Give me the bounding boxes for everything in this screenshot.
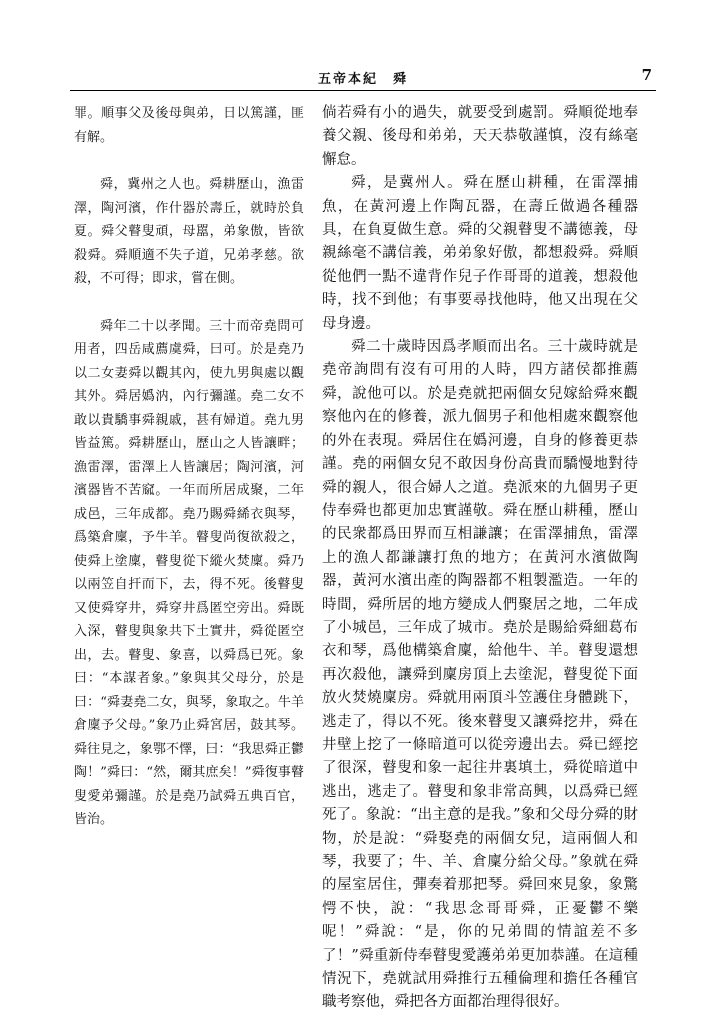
original-text-column bbox=[74, 102, 304, 960]
translation-column bbox=[322, 102, 638, 1011]
original-paragraph: 罪。順事父及後母與弟，日以篤謹，匪有解。 bbox=[74, 106, 304, 145]
original-paragraph: 舜，冀州之人也。舜耕歷山，漁雷澤，陶河濱，作什器於壽丘，就時於負夏。舜父瞽叟頑，母嚚，弟象傲，皆欲殺舜。舜順適不失子道，兄弟孝慈。欲殺，不可得；即求，嘗在側。 bbox=[74, 177, 304, 286]
translation-paragraph: 舜二十歲時因爲孝順而出名。三十歲時就是堯帝詢問有沒有可用的人時，四方諸侯都推薦舜，說他可以。於是堯就把兩個女兒嫁給舜來觀察他內在的修養，派九個男子和他相處來觀察他的外在表現。舜居住在嬀河邊，自身的修養更恭謹。堯的兩個女兒不敢因身份高貴而驕慢地對待舜的親人，很合婦人之道。堯派來的九個男子更侍奉舜也都更加忠實謹敬。舜在歷山耕種，歷山的民衆都爲田界而互相謙讓；在雷澤捕魚，雷澤上的漁人都謙讓打魚的地方；在黃河水濱做陶器，黃河水濱出產的陶器都不粗製濫造。一年的時間，舜所居的地方變成人們聚居之地，二年成了小城邑，三年成了城市。堯於是賜給舜細葛布衣和琴，爲他構築倉廩，給他牛、羊。瞽叟還想再次殺他，讓舜到廩房頂上去塗泥，瞽叟從下面放火焚燒廩房。舜就用兩頂斗笠護住身體跳下，逃走了，得以不死。後來瞽叟又讓舜挖井，舜在井壁上挖了一條暗道可以從旁邊出去。舜已經挖了很深，瞽叟和象一起往井裏填土，舜從暗道中逃出，逃走了。瞽叟和象非常高興，以爲舜已經死了。象說：“出主意的是我。”象和父母分舜的財物，於是說：“舜娶堯的兩個女兒，這兩個人和琴，我要了；牛、羊、倉廩分給父母。”象就在舜的屋室居住，彈奏着那把琴。舜回來見象，象驚愕不快，說：“我思念哥哥舜，正憂鬱不樂呢！”舜說：“是，你的兄弟間的情誼差不多了！”舜重新侍奉瞽叟愛護弟弟更加恭謹。在這種情況下，堯就試用舜推行五種倫理和擔任各種官職考察他，舜把各方面都治理得很好。 bbox=[322, 339, 638, 1011]
translation-paragraph: 倘若舜有小的過失，就要受到處罰。舜順從地奉養父親、後母和弟弟，天天恭敬謹慎，沒有絲毫懈怠。 bbox=[322, 105, 638, 168]
header-rule bbox=[70, 90, 656, 91]
original-paragraph: 舜年二十以孝聞。三十而帝堯問可用者，四岳咸薦虞舜，曰可。於是堯乃以二女妻舜以觀其內，使九男與處以觀其外。舜居嬀汭，內行彌謹。堯二女不敢以貴驕事舜親戚，甚有婦道。堯九男皆益篤。舜耕歷山，歷山之人皆讓畔；漁雷澤，雷澤上人皆讓居；陶河濱，河濱器皆不苦窳。一年而所居成聚，二年成邑，三年成都。堯乃賜舜絺衣與琴，爲築倉廩，予牛羊。瞽叟尚復欲殺之，使舜上塗廩，瞽叟從下縱火焚廩。舜乃以兩笠自扞而下，去，得不死。後瞽叟又使舜穿井，舜穿井爲匿空旁出。舜既入深，瞽叟與象共下土實井，舜從匿空出，去。瞽叟、象喜，以舜爲已死。象曰：“本謀者象。”象與其父母分，於是曰：“舜妻堯二女，與琴，象取之。牛羊倉廩予父母。”象乃止舜宮居，鼓其琴。舜往見之，象鄂不懌，曰：“我思舜正鬱陶！”舜曰：“然，爾其庶矣！”舜復事瞽叟愛弟彌謹。於是堯乃試舜五典百官，皆治。 bbox=[74, 318, 304, 827]
translation-paragraph: 舜，是冀州人。舜在歷山耕種，在雷澤捕魚，在黃河邊上作陶瓦器，在壽丘做過各種器具，在負夏做生意。舜的父親瞽叟不講德義，母親絲毫不講信義，弟弟象好傲，都想殺舜。舜順從他們一點不違背作兒子作哥哥的道義，想殺他時，找不到他；有事要尋找他時，他又出現在父母身邊。 bbox=[322, 175, 638, 332]
page-number: 7 bbox=[641, 66, 652, 84]
running-title: 五帝本紀 舜 bbox=[317, 72, 408, 87]
page-header bbox=[70, 66, 656, 92]
